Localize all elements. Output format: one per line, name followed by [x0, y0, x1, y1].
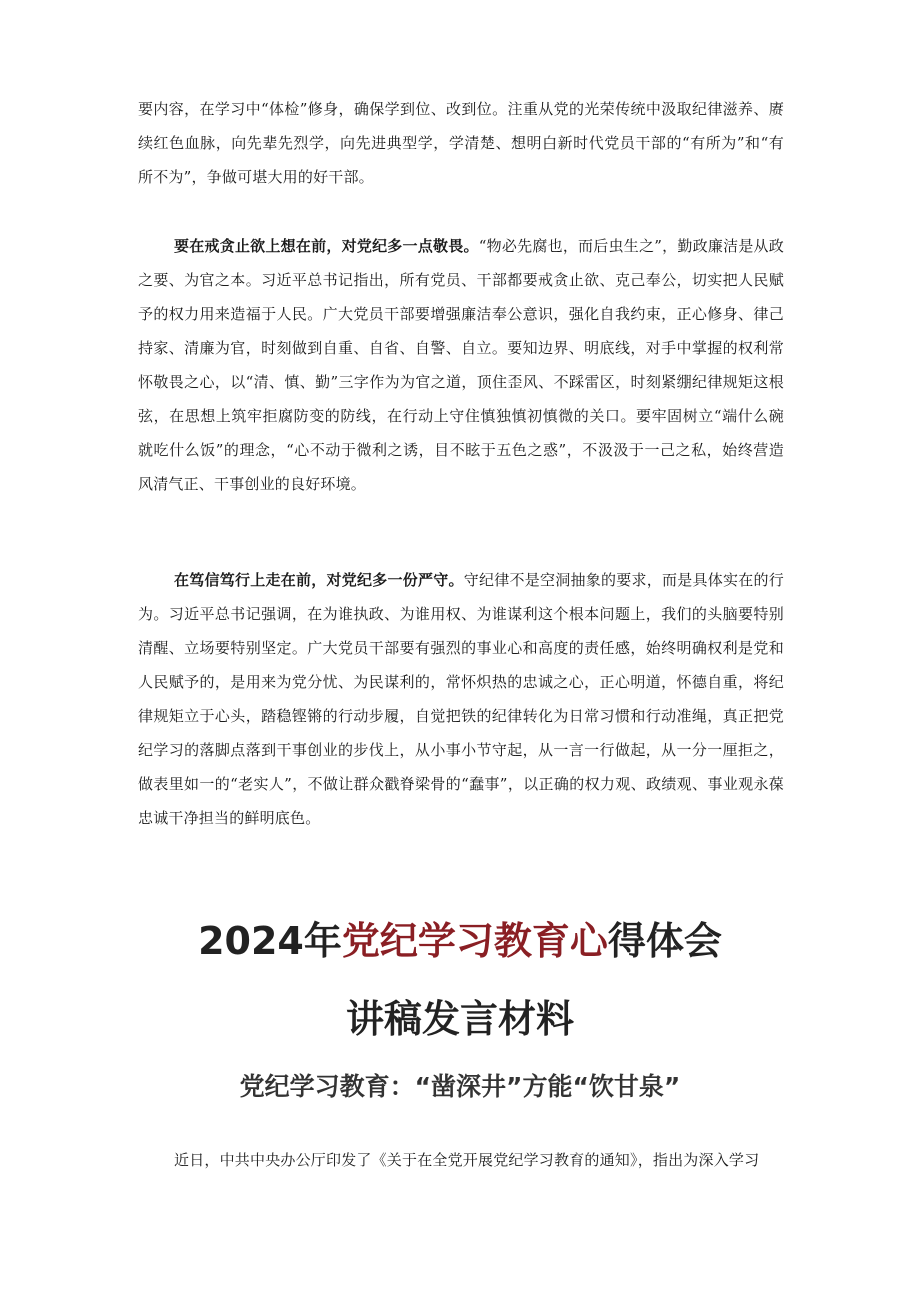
paragraph-lead: 在笃信笃行上走在前，对党纪多一份严守。: [174, 571, 464, 589]
paragraph-text: 要内容，在学习中“体检”修身，确保学到位、改到位。注重从党的光荣传统中汲取纪律滋养、赓续红色血脉，向先辈先烈学，向先进典型学，学清楚、想明白新时代党员干部的“有所为”和“有所不为”，争做可堪大用的好干部。: [138, 100, 784, 186]
paragraph-text: 守纪律不是空洞抽象的要求，而是具体实在的行为。习近平总书记强调，在为谁执政、为谁用权、为谁谋利这个根本问题上，我们的头脑要特别清醒、立场要特别坚定。广大党员干部要有强烈的事业心和高度的责任感，始终明确权利是党和人民赋予的，是用来为党分忧、为民谋利的，常怀炽热的忠诚之心，正心明道，怀德自重，将纪律规矩立于心头，踏稳铿锵的行动步履，自觉把铁的纪律转化为日常习惯和行动准绳，真正把党纪学习的落脚点落到干事创业的步伐上，从小事小节守起，从一言一行做起，从一分一厘拒之，做表里如一的“老实人”，不做让群众戳脊梁骨的“蠢事”，以正确的权力观、政绩观、事业观永葆忠诚干净担当的鲜明底色。: [138, 571, 785, 827]
document-title-line-1: [0, 910, 920, 965]
title-suffix: 得体会: [607, 919, 722, 963]
title-highlight: 党纪学习教育心: [341, 919, 608, 963]
title-prefix: 2024年: [198, 919, 342, 963]
document-subtitle: 党纪学习教育：“凿深井”方能“饮甘泉”: [239, 1072, 681, 1101]
paragraph-continuation: [138, 92, 784, 194]
paragraph-lead: 要在戒贪止欲上想在前，对党纪多一点敬畏。: [174, 237, 479, 255]
paragraph-discipline: [138, 563, 784, 835]
paragraph-text: 近日，中共中央办公厅印发了《关于在全党开展党纪学习教育的通知》，指出为深入学习: [174, 1151, 760, 1169]
paragraph-intro: [138, 1143, 784, 1177]
paragraph-text: “物必先腐也，而后虫生之”，勤政廉洁是从政之要、为官之本。习近平总书记指出，所有党员、干部都要戒贪止欲、克己奉公，切实把人民赋予的权力用来造福于人民。广大党员干部要增强廉洁奉公意识，强化自我约束，正心修身、律己持家、清廉为官，时刻做到自重、自省、自警、自立。要知边界、明底线，对手中掌握的权利常怀敬畏之心，以“清、慎、勤”三字作为为官之道，顶住歪风、不踩雷区，时刻紧绷纪律规矩这根弦，在思想上筑牢拒腐防变的防线，在行动上守住慎独慎初慎微的关口。要牢固树立“端什么碗就吃什么饭”的理念，“心不动于微利之诱，目不眩于五色之惑”，不汲汲于一己之私，始终营造风清气正、干事创业的良好环境。: [138, 237, 784, 493]
document-title-line-2: 讲稿发言材料: [345, 997, 574, 1041]
paragraph-restraint: [138, 229, 784, 501]
